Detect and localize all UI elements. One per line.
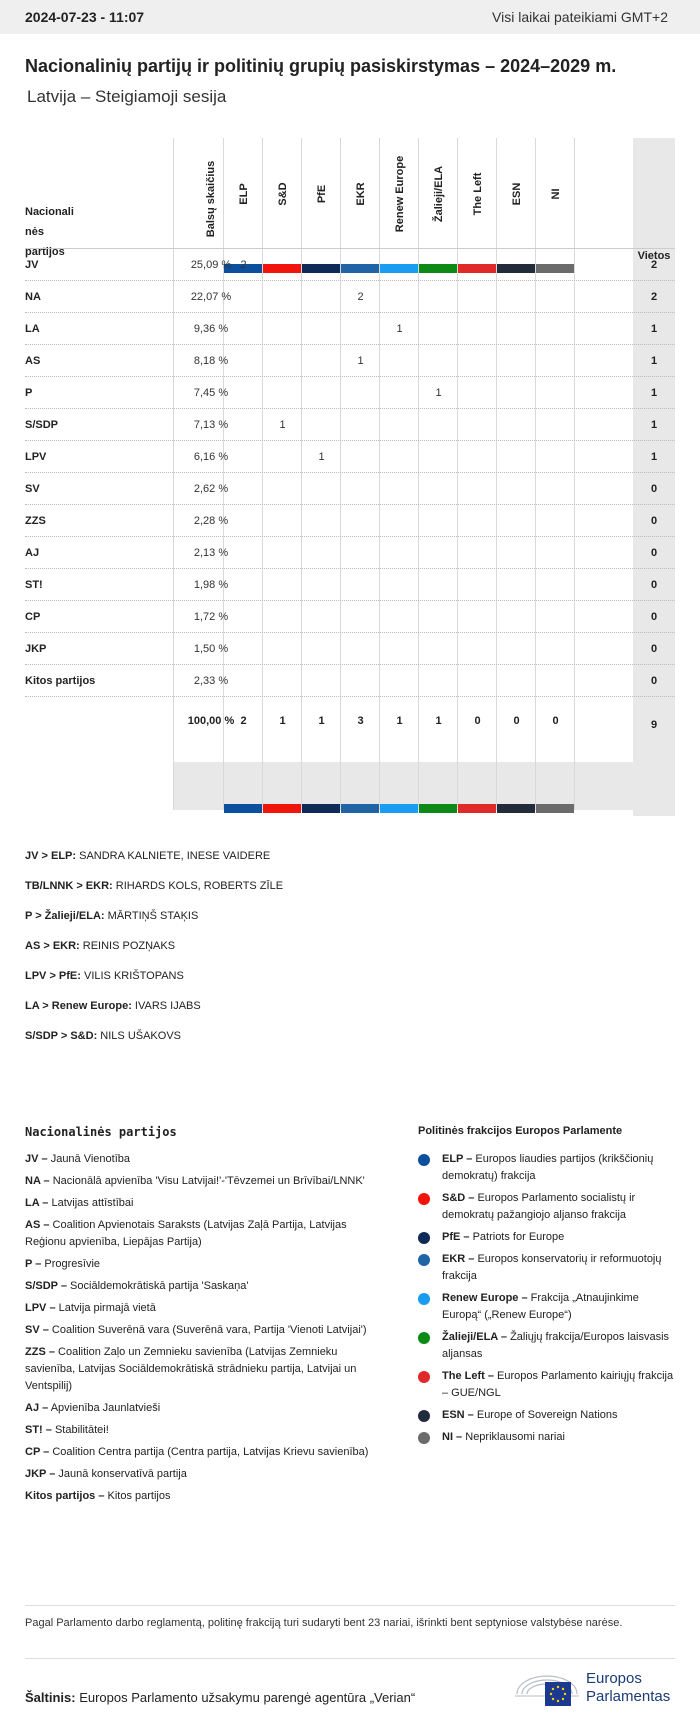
national-legend-item	[25, 1195, 385, 1212]
group-header: EKR	[354, 182, 367, 206]
group-seat-count: 1	[435, 387, 442, 399]
legend-text: Apvienība Jaunlatvieši	[48, 1402, 161, 1414]
elected-item	[25, 1030, 675, 1060]
elected-item	[25, 940, 675, 970]
member-names: REINIS POZŅAKS	[79, 940, 176, 952]
party-abbr: LPV	[25, 451, 47, 463]
group-header: The Left	[471, 172, 484, 216]
party-abbr: AS	[25, 355, 41, 367]
results-table	[25, 138, 675, 816]
table-row	[25, 536, 675, 571]
national-legend-item	[25, 1256, 385, 1273]
legend-abbr: LA –	[25, 1197, 49, 1209]
legend-text: Latvijas attīstībai	[48, 1197, 134, 1209]
legend-abbr: NA –	[25, 1175, 50, 1187]
national-legend-item	[25, 1300, 385, 1317]
seat-total: 0	[650, 643, 658, 655]
vote-share: 2,62 %	[193, 483, 229, 495]
group-legend-item	[418, 1190, 678, 1224]
national-legend-item	[25, 1422, 385, 1439]
group-seat-count: 1	[396, 323, 403, 335]
legend-abbr: AJ –	[25, 1402, 49, 1414]
group-color-bar	[224, 804, 262, 813]
vote-share: 1,98 %	[193, 579, 229, 591]
legend-text: Jaunā Vienotība	[47, 1153, 131, 1165]
group-legend-item	[418, 1151, 678, 1185]
vote-share: 8,18 %	[193, 355, 229, 367]
party-abbr: NA	[25, 291, 41, 303]
group-color-bar	[341, 804, 379, 813]
legend-text: Stabilitātei!	[51, 1424, 109, 1436]
seat-total: 1	[650, 419, 658, 431]
legend-text: Coalition Suverēnā vara (Suverēnā vara, Partija 'Vienoti Latvijai')	[48, 1324, 367, 1336]
group-legend-item	[418, 1229, 678, 1246]
group-header: ELP	[237, 183, 250, 205]
footnote: Pagal Parlamento darbo reglamentą, politinę frakciją turi sudaryti bent 23 nariai, išrinkti bent septyniose valstybėse narėse.	[25, 1617, 623, 1629]
party-to-group: AS > EKR:	[25, 940, 80, 952]
seat-total: 0	[650, 579, 658, 591]
legend-abbr: Kitos partijos –	[25, 1490, 105, 1502]
source-label: Šaltinis:	[25, 1690, 76, 1705]
legend-text: Europos Parlamento kairiųjų frakcija – GUE/NGL	[442, 1370, 674, 1399]
seat-total: 0	[650, 547, 658, 559]
seat-total: 1	[650, 355, 658, 367]
seat-total: 2	[650, 259, 658, 271]
political-groups-legend	[418, 1125, 678, 1451]
legend-abbr: PfE –	[442, 1231, 470, 1243]
page-subtitle: Latvija – Steigiamoji sesija	[27, 87, 227, 106]
national-legend-item	[25, 1217, 385, 1251]
seat-total: 9	[650, 719, 658, 731]
party-to-group: LPV > PfE:	[25, 970, 81, 982]
totals-row	[25, 698, 675, 746]
group-color-dot-icon	[418, 1254, 430, 1266]
group-color-dot-icon	[418, 1410, 430, 1422]
divider	[25, 1605, 675, 1606]
vote-share: 25,09 %	[190, 259, 232, 271]
legend-abbr: S/SDP –	[25, 1280, 67, 1292]
table-row	[25, 504, 675, 539]
party-to-group: TB/LNNK > EKR:	[25, 880, 113, 892]
legend-abbr: Renew Europe –	[442, 1292, 528, 1304]
group-color-dot-icon	[418, 1293, 430, 1305]
legend-text: Nepriklausomi nariai	[462, 1431, 565, 1443]
national-parties-legend	[25, 1125, 385, 1510]
legend-text: Europos konservatorių ir reformuotojų frakcija	[442, 1253, 662, 1282]
table-row	[25, 280, 675, 315]
group-header: NI	[549, 188, 562, 200]
group-header: ESN	[510, 182, 523, 206]
group-header: Renew Europe	[393, 155, 406, 233]
group-seat-count: 0	[513, 715, 520, 727]
legend-abbr: JV –	[25, 1153, 48, 1165]
legend-text: Frakcija „Atnaujinkime Europą“ („Renew Europe“)	[442, 1292, 639, 1321]
party-to-group: S/SDP > S&D:	[25, 1030, 98, 1042]
legend-text: Patriots for Europe	[469, 1231, 565, 1243]
national-legend-item	[25, 1400, 385, 1417]
party-abbr: P	[25, 387, 33, 399]
group-legend-item	[418, 1329, 678, 1363]
group-legend-item	[418, 1407, 678, 1424]
elected-item	[25, 1000, 675, 1030]
totals-row-bg	[174, 762, 633, 810]
group-seat-count: 1	[435, 715, 442, 727]
legend-text: Sociāldemokrātiskā partija 'Saskaņa'	[67, 1280, 249, 1292]
table-row	[25, 376, 675, 411]
national-legend-item	[25, 1466, 385, 1483]
legend-abbr: ZZS –	[25, 1346, 55, 1358]
group-color-dot-icon	[418, 1432, 430, 1444]
seat-total: 1	[650, 323, 658, 335]
table-row	[25, 568, 675, 603]
vote-share: 9,36 %	[193, 323, 229, 335]
party-abbr: S/SDP	[25, 419, 59, 431]
national-legend-title: Nacionalinės partijos	[25, 1125, 177, 1139]
table-row	[25, 312, 675, 347]
party-abbr: SV	[25, 483, 40, 495]
group-color-bar	[497, 804, 535, 813]
elected-item	[25, 880, 675, 910]
member-names: SANDRA KALNIETE, INESE VAIDERE	[76, 850, 271, 862]
group-header: Žalieji/ELA	[432, 165, 445, 223]
group-color-bar	[263, 804, 301, 813]
group-header: PfE	[315, 184, 328, 204]
table-row	[25, 344, 675, 379]
group-seat-count: 0	[474, 715, 481, 727]
group-seat-count: 2	[240, 715, 247, 727]
timezone-note: Visi laikai pateikiami GMT+2	[492, 9, 668, 25]
parliament-emblem-icon	[513, 1668, 583, 1708]
groups-legend-title: Politinės frakcijos Europos Parlamente	[418, 1125, 623, 1137]
table-row	[25, 664, 675, 699]
party-to-group: P > Žalieji/ELA:	[25, 910, 105, 922]
group-legend-item	[418, 1290, 678, 1324]
group-seat-count: 0	[552, 715, 559, 727]
legend-abbr: NI –	[442, 1431, 463, 1443]
table-row	[25, 408, 675, 443]
national-legend-item	[25, 1173, 385, 1190]
party-to-group: JV > ELP:	[25, 850, 77, 862]
group-seat-count: 1	[318, 715, 325, 727]
legend-text: Progresīvie	[41, 1258, 101, 1270]
table-row	[25, 440, 675, 475]
timestamp: 2024-07-23 - 11:07	[25, 9, 145, 25]
legend-text: Žaliųjų frakcija/Europos laisvasis aljansas	[442, 1331, 670, 1360]
legend-abbr: The Left –	[442, 1370, 494, 1382]
legend-abbr: S&D –	[442, 1192, 475, 1204]
party-abbr: ST!	[25, 579, 43, 591]
legend-abbr: SV –	[25, 1324, 49, 1336]
vote-share: 1,50 %	[193, 643, 229, 655]
group-seat-count: 2	[357, 291, 364, 303]
group-legend-item	[418, 1429, 678, 1446]
table-row	[25, 248, 675, 283]
legend-abbr: ELP –	[442, 1153, 473, 1165]
party-abbr: LA	[25, 323, 40, 335]
group-header: S&D	[276, 182, 289, 206]
table-row	[25, 632, 675, 667]
group-seat-count: 2	[240, 259, 247, 271]
group-color-dot-icon	[418, 1232, 430, 1244]
group-legend-item	[418, 1368, 678, 1402]
group-seat-count: 1	[279, 715, 286, 727]
party-abbr: CP	[25, 611, 41, 623]
legend-text: Europos Parlamento socialistų ir demokratų pažangiojo aljanso frakcija	[442, 1192, 636, 1221]
party-column-header: Nacionali nės partijos	[25, 206, 74, 258]
vote-share: 1,72 %	[193, 611, 229, 623]
member-names: NILS UŠAKOVS	[97, 1030, 182, 1042]
vote-share: 2,13 %	[193, 547, 229, 559]
legend-abbr: EKR –	[442, 1253, 475, 1265]
national-legend-item	[25, 1278, 385, 1295]
national-legend-item	[25, 1344, 385, 1395]
elected-item	[25, 910, 675, 940]
party-abbr: JKP	[25, 643, 47, 655]
group-seat-count: 1	[318, 451, 325, 463]
national-legend-item	[25, 1444, 385, 1461]
source-line	[25, 1690, 415, 1705]
vote-share: 2,28 %	[193, 515, 229, 527]
member-names: IVARS IJABS	[131, 1000, 201, 1012]
elected-members-list	[25, 850, 675, 1060]
party-abbr: JV	[25, 259, 39, 271]
legend-abbr: CP –	[25, 1446, 50, 1458]
legend-abbr: JKP –	[25, 1468, 56, 1480]
seat-total: 1	[650, 451, 658, 463]
group-color-dot-icon	[418, 1193, 430, 1205]
party-abbr: Kitos partijos	[25, 675, 96, 687]
group-color-bar	[536, 804, 574, 813]
group-seat-count: 3	[357, 715, 364, 727]
member-names: MĀRTIŅŠ STAĶIS	[104, 910, 199, 922]
group-seat-count: 1	[279, 419, 286, 431]
group-color-bar	[380, 804, 418, 813]
national-legend-item	[25, 1151, 385, 1168]
legend-text: Latvija pirmajā vietā	[55, 1302, 156, 1314]
national-legend-item	[25, 1322, 385, 1339]
legend-text: Nacionālā apvienība 'Visu Latvijai!'-'Tēvzemei un Brīvībai/LNNK'	[49, 1175, 365, 1187]
member-names: VILIS KRIŠTOPANS	[80, 970, 184, 982]
party-abbr: AJ	[25, 547, 40, 559]
page-title: Nacionalinių partijų ir politinių grupių pasiskirstymas – 2024–2029 m.	[25, 56, 617, 76]
group-color-dot-icon	[418, 1332, 430, 1344]
vote-share: 6,16 %	[193, 451, 229, 463]
divider	[25, 1658, 675, 1659]
seat-total: 1	[650, 387, 658, 399]
legend-text: Jaunā konservatīvā partija	[55, 1468, 187, 1480]
legend-text: Coalition Apvienotais Saraksts (Latvijas Zaļā Partija, Latvijas Reģionu apvienība, Liepājas Partija)	[25, 1219, 347, 1248]
group-color-bar	[458, 804, 496, 813]
party-abbr: ZZS	[25, 515, 46, 527]
group-legend-item	[418, 1251, 678, 1285]
legend-abbr: P –	[25, 1258, 42, 1270]
seat-total: 0	[650, 675, 658, 687]
group-color-dot-icon	[418, 1371, 430, 1383]
legend-abbr: ESN –	[442, 1409, 474, 1421]
party-to-group: LA > Renew Europe:	[25, 1000, 132, 1012]
group-seat-count: 1	[357, 355, 364, 367]
seat-total: 0	[650, 611, 658, 623]
ep-logo[interactable]: Europos Parlamentas	[513, 1668, 678, 1712]
legend-abbr: AS –	[25, 1219, 50, 1231]
table-row	[25, 472, 675, 507]
seat-total: 0	[650, 515, 658, 527]
member-names: RIHARDS KOLS, ROBERTS ZĪLE	[112, 880, 284, 892]
vote-share: 100,00 %	[187, 715, 235, 727]
row-divider	[25, 696, 675, 697]
legend-text: Kitos partijos	[104, 1490, 171, 1502]
seat-total: 0	[650, 483, 658, 495]
seats-column-header: Vietos	[637, 250, 671, 262]
votes-header-label: Balsų skaičius	[205, 160, 217, 238]
vote-share: 7,13 %	[193, 419, 229, 431]
legend-abbr: Žalieji/ELA –	[442, 1331, 508, 1343]
group-color-bar	[419, 804, 457, 813]
group-seat-count: 1	[396, 715, 403, 727]
legend-text: Europos liaudies partijos (krikščionių demokratų) frakcija	[442, 1153, 654, 1182]
seat-total: 2	[650, 291, 658, 303]
legend-abbr: LPV –	[25, 1302, 56, 1314]
legend-text: Coalition Zaļo un Zemnieku savienība (Latvijas Zemnieku savienība, Latvijas Sociāldemokrātiskā strādnieku partija, Latvijai un Ventspilij)	[25, 1346, 357, 1392]
vote-share: 22,07 %	[190, 291, 232, 303]
table-row	[25, 600, 675, 635]
elected-item	[25, 970, 675, 1000]
legend-text: Coalition Centra partija (Centra partija, Latvijas Krievu savienība)	[49, 1446, 369, 1458]
vote-share: 7,45 %	[193, 387, 229, 399]
legend-abbr: ST! –	[25, 1424, 52, 1436]
elected-item	[25, 850, 675, 880]
legend-text: Europe of Sovereign Nations	[473, 1409, 618, 1421]
top-bar	[0, 0, 700, 34]
source-text: Europos Parlamento užsakymu parengė agentūra „Verian“	[75, 1690, 416, 1705]
group-color-dot-icon	[418, 1154, 430, 1166]
group-color-bar	[302, 804, 340, 813]
national-legend-item	[25, 1488, 385, 1505]
vote-share: 2,33 %	[193, 675, 229, 687]
